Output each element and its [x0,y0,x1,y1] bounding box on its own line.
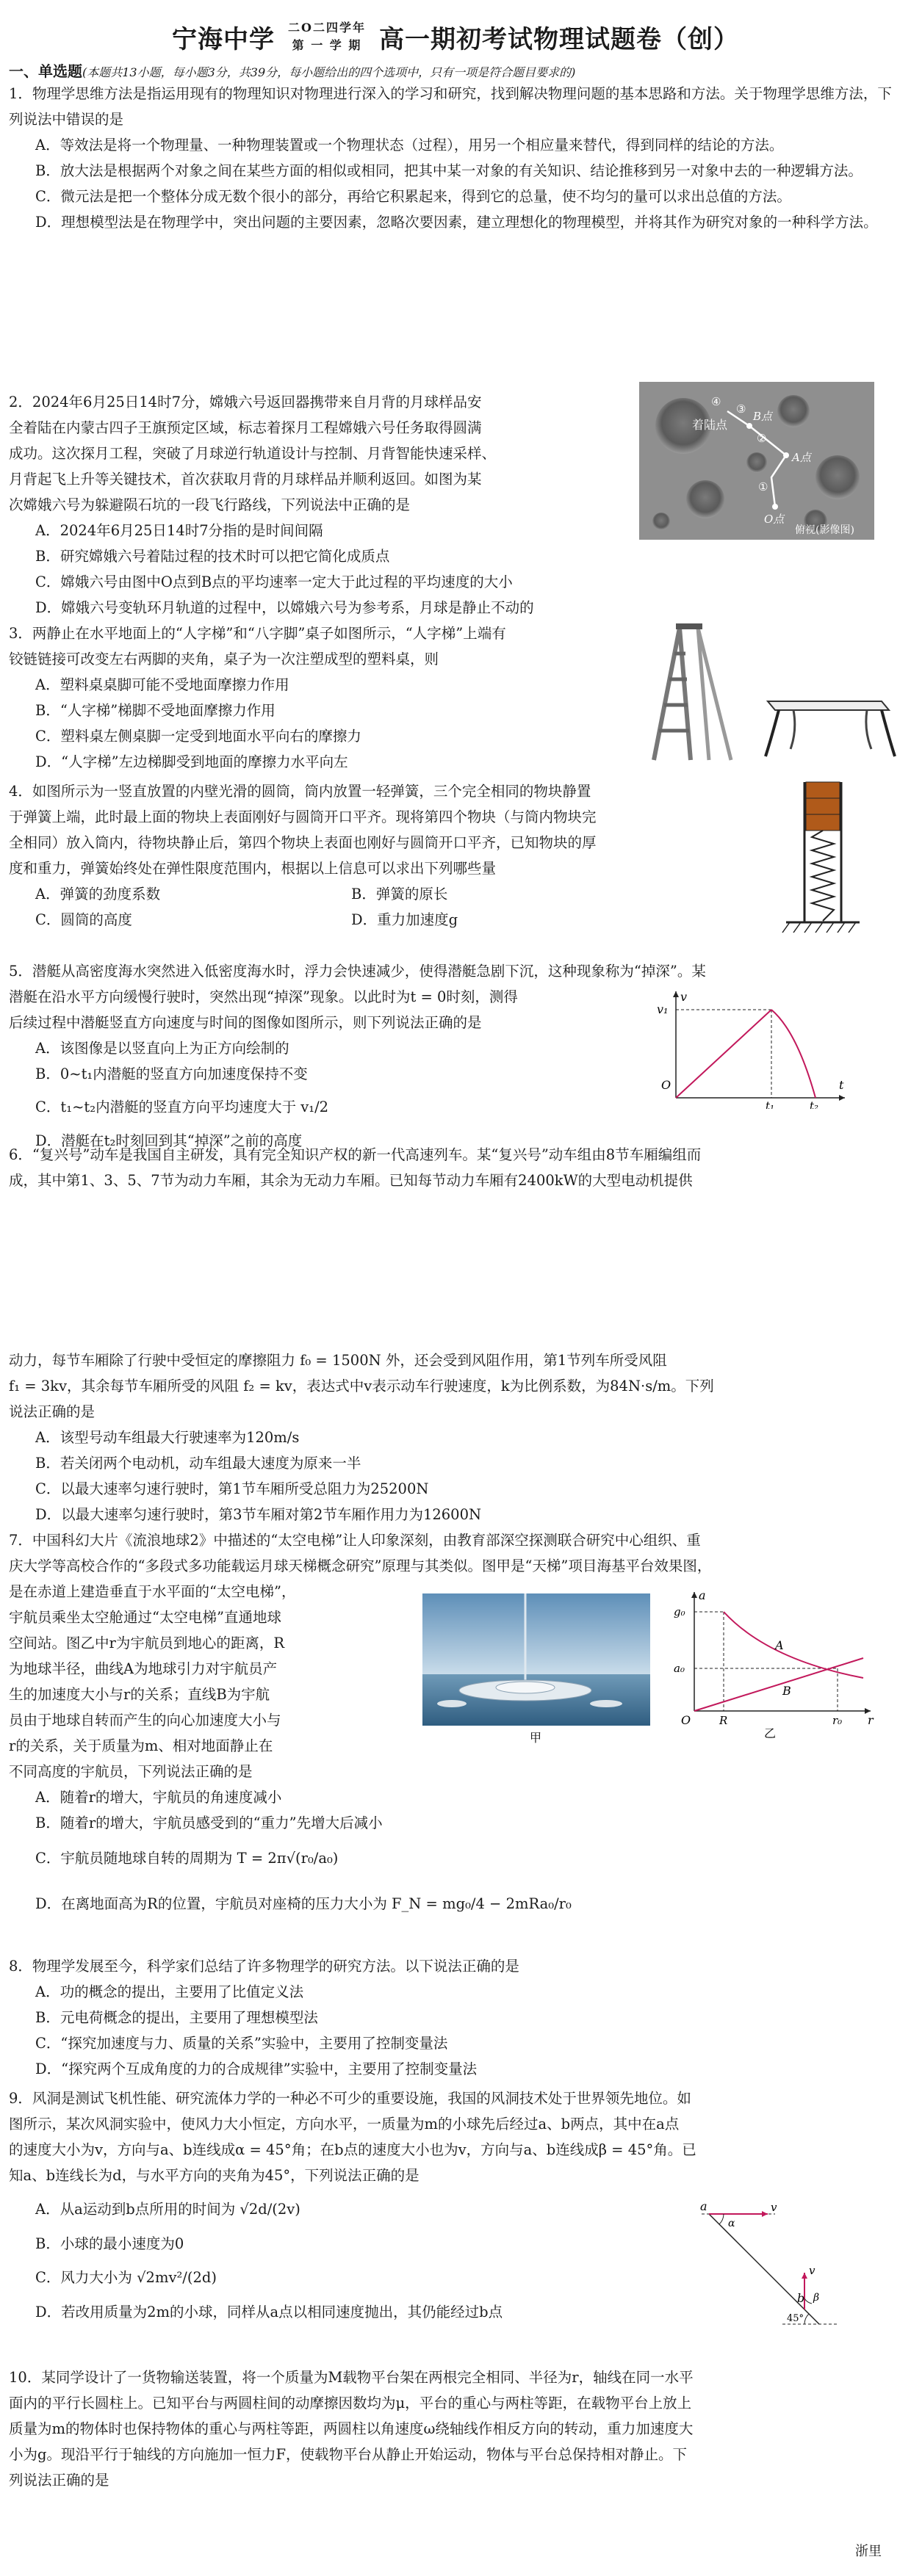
option-d: D．以最大速率匀速行驶时，第3节车厢对第2节车厢作用力为12600N [35,1506,482,1523]
question-10 [9,2365,902,2493]
question-stem-line: 为地球半径，曲线A为地球引力对宇航员产 [9,1660,278,1677]
crater [652,513,670,530]
ladder-table-figure [647,621,896,767]
space-elevator-figure [422,1593,650,1748]
t2-label: t₂ [810,1099,819,1109]
t1-label: t₁ [766,1099,775,1109]
label-a: A点 [792,451,811,464]
question-stem-line: 说法正确的是 [9,1403,96,1420]
option-c: C．微元法是把一个整体分成无数个很小的部分，再给它积累起来，得到它的总量，使不均匀的量可以求出总值的方法。 [35,188,791,205]
option-d: D．“探究两个互成角度的力的合成规律”实验中，主要用了控制变量法 [35,2061,478,2077]
question-4 [9,778,902,933]
term-info [288,19,366,54]
section-heading [9,62,902,82]
question-stem-line: 动力，每节车厢除了行驶中受恒定的摩擦阻力 f₀ = 1500N 外，还会受到风阻作用，第1节列车所受风阻 [9,1352,667,1369]
curve-a-label: A [775,1638,784,1652]
t-axis-arrow [839,1095,845,1101]
question-stem-line: 员由于地球自转而产生的向心加速度大小与 [9,1712,281,1729]
question-stem: 8．物理学发展至今，科学家们总结了许多物理学的研究方法。以下说法正确的是 [9,1958,519,1975]
question-stem-line: 月背起飞上升等关键技术，首次获取月背的月球样品并顺利返回。如图为某 [9,471,482,488]
line-b-label: B [782,1684,791,1698]
option-a: A．该图像是以竖直向上为正方向绘制的 [35,1040,289,1057]
option-a: A．随着r的增大，宇航员的角速度减小 [35,1789,282,1806]
option-d: D．重力加速度g [351,911,458,928]
alpha-arc [719,2214,724,2224]
option-a: A．2024年6月25日14时7分指的是时间间隔 [35,522,323,539]
option-a: A．等效法是将一个物理量、一种物理装置或一个物理状态（过程），用另一个相应量来替代，得到同样的结论的方法。 [35,137,784,153]
figure-yi-label: 乙 [764,1726,777,1740]
question-6 [9,1142,902,1193]
point-a-label: a [700,2199,707,2213]
question-6-continued [9,1347,902,1527]
v1-label: v₁ [657,1002,669,1016]
t-label: t [839,1078,844,1092]
question-stem-line: 6．“复兴号”动车是我国自主研发，具有完全知识产权的新一代高速列车。某“复兴号”动车组由8节车厢编组而 [9,1146,702,1163]
platform-pod [437,1700,467,1707]
platform-core [496,1682,555,1693]
question-stem-line: 全着陆在内蒙古四子王旗预定区域，标志着探月工程嫦娥六号任务取得圆满 [9,419,482,436]
option-b: B．小球的最小速度为0 [35,2235,184,2252]
question-stem-line: 于弹簧上端，此时最上面的物块上表面刚好与圆筒开口平齐。现将第四个物块（与筒内物块完 [9,808,597,825]
option-c: C．圆筒的高度 [35,911,132,928]
question-stem-line: 知a、b连线长为d，与水平方向的夹角为45°，下列说法正确的是 [9,2167,420,2184]
g0-label: g₀ [674,1605,685,1618]
question-stem-line: 庆大学等高校合作的“多段式多功能载运月球天梯概念研究”原理与其类似。图甲是“天梯”项目海基平台效果图， [9,1557,712,1574]
landing-label: 着陆点 [692,418,728,432]
beta-label: β [813,2292,820,2304]
v-axis-arrow [673,991,679,997]
option-c: C．t₁~t₂内潜艇的竖直方向平均速度大于 v₁/2 [35,1099,329,1115]
cylinder-spring-figure [771,778,874,940]
a-axis-arrow [691,1592,697,1598]
figure-jia-label: 甲 [530,1731,542,1745]
label-2: ② [757,432,767,445]
footer-mark: 浙里 [855,2544,882,2559]
block [806,782,840,798]
question-stem-line: 生的加速度大小与r的关系；直线B为宇航 [9,1686,270,1703]
question-stem-line: 9．风洞是测试飞机性能、研究流体力学的一种必不可少的重要设施，我国的风洞技术处于世界领先地位。如 [9,2090,691,2107]
crater [686,480,724,518]
plastic-table [766,701,895,756]
exam-header [0,13,911,60]
question-stem-line: 全相同）放入筒内，待物块静止后，第四个物块上表面也刚好与圆筒开口平齐，已知物块的厚 [9,834,597,851]
option-c: C．嫦娥六号由图中O点到B点的平均速率一定大于此过程的平均速度的大小 [35,574,513,590]
option-b: B．弹簧的原长 [351,886,448,902]
a-label: a [699,1588,706,1602]
option-a: A．弹簧的劲度系数 [35,886,161,902]
angle-label: 45° [787,2313,804,2324]
option-b: B．0~t₁内潜艇的竖直方向加速度保持不变 [35,1066,308,1082]
spring [812,831,834,921]
question-stem-line: 3．两静止在水平地面上的“人字梯”和“八字脚”桌子如图所示，“人字梯”上端有 [9,625,506,642]
question-stem-line: 的速度大小为v，方向与a、b连线成α = 45°角；在b点的速度大小也为v，方向与a、b连线成β = 45°角。已 [9,2141,696,2158]
a0-label: a₀ [674,1662,685,1675]
block [806,798,840,814]
beta-arc [804,2298,812,2304]
v-label: v [680,990,688,1004]
alpha-label: α [728,2218,735,2229]
velocity-time-graph [647,988,852,1109]
point-b [746,423,752,429]
label-3: ③ [736,402,746,416]
question-1 [9,81,902,235]
question-stem-line: 10．某同学设计了一货物输送装置，将一个质量为M载物平台架在两根完全相同、半径为r，轴线在同一水平 [9,2369,694,2386]
option-d: D．若改用质量为2m的小球，同样从a点以相同速度抛出，其仍能经过b点 [35,2304,503,2320]
option-a: A．该型号动车组最大行驶速率为120m/s [35,1429,300,1446]
option-a: A．从a运动到b点所用的时间为 √2d/(2v) [35,2201,300,2218]
options-row [9,907,902,933]
question-stem-line: 空间站。图乙中r为宇航员到地心的距离，R [9,1635,285,1651]
option-b: B．“人字梯”梯脚不受地面摩擦力作用 [35,702,276,719]
question-stem-line: 列说法正确的是 [9,2472,109,2489]
question-stem-line: 宇航员乘坐太空舱通过“太空电梯”直通地球 [9,1609,281,1626]
origin-label: O [681,1713,691,1727]
label-b: B点 [753,410,773,423]
question-stem-line: 7．中国科幻大片《流浪地球2》中描述的“太空电梯”让人印象深刻，由教育部深空探测联合研究中心组织、重 [9,1532,701,1549]
option-b: B．放大法是根据两个对象之间在某些方面的相似或相同，把其中某一对象的有关知识、结论推移到另一对象中去的一种逻辑方法。 [35,162,863,179]
school-year: 二O二四学年 [288,21,366,35]
question-stem-line: 成，其中第1、3、5、7节为动力车厢，其余为无动力车厢。已知每节动力车厢有2400kW的大型电动机提供 [9,1172,693,1189]
velocity-a-arrow [762,2211,768,2217]
question-8 [9,1953,902,2082]
option-d: D．在离地面高为R的位置，宇航员对座椅的压力大小为 F_N = mg₀/4 − 2mRa₀/r₀ [35,1895,572,1912]
option-c: C．以最大速率匀速行驶时，第1节车厢所受总阻力为25200N [35,1480,429,1497]
velocity-a-label: v [771,2201,777,2214]
option-c: C．“探究加速度与力、质量的关系”实验中，主要用了控制变量法 [35,2035,448,2052]
option-c: C．宇航员随地球自转的周期为 T = 2π√(r₀/a₀) [35,1850,339,1867]
question-stem-line: r的关系，关于质量为m、相对地面静止在 [9,1737,273,1754]
option-b: B．随着r的增大，宇航员感受到的“重力”先增大后减小 [35,1815,383,1831]
semester: 第 一 学 期 [292,38,362,52]
label-1: ① [758,480,768,493]
crater [815,455,860,499]
question-stem-line: 铰链链接可改变左右两脚的夹角，桌子为一次注塑成型的塑料桌，则 [9,651,439,667]
question-stem-line: 成功。这次探月工程，突破了月球逆行轨道设计与控制、月背智能快速采样、 [9,445,497,462]
crater [777,395,810,427]
velocity-curve [771,1010,815,1098]
ground-hatch [782,922,856,933]
school-name: 宁海中学 [172,24,276,54]
image-credit: 俯视(影像图) [795,524,854,536]
section-title: 一、单选题 [9,62,82,80]
block [806,814,840,831]
option-c: C．风力大小为 √2mv²/(2d) [35,2269,217,2286]
question-stem-line: 4．如图所示为一竖直放置的内壁光滑的圆筒，筒内放置一轻弹簧，三个完全相同的物块静置 [9,783,591,800]
question-stem-line: 次嫦娥六号为躲避陨石坑的一段飞行路线，下列说法中正确的是 [9,496,411,513]
question-stem: 1．物理学思维方法是指运用现有的物理知识对物理进行深入的学习和研究，找到解决物理问题的基本思路和方法。关于物理学思维方法，下列说法中错误的是 [9,85,892,128]
point-b-label: b [797,2291,805,2305]
option-d: D．嫦娥六号变轨环月轨道的过程中，以嫦娥六号为参考系，月球是静止不动的 [35,599,534,616]
question-stem-line: 图所示，某次风洞实验中，使风力大小恒定，方向水平，一质量为m的小球先后经过a、b两点，其中在a点 [9,2116,680,2132]
label-4: ④ [711,395,721,408]
option-a: A．塑料桌桌脚可能不受地面摩擦力作用 [35,676,289,693]
R-label: R [719,1714,728,1727]
r-label: r [868,1713,874,1727]
question-stem-line: 小为g。现沿平行于轴线的方向施加一恒力F，使载物平台从静止开始运动，物体与平台总保持相对静止。下 [9,2446,688,2463]
option-b: B．元电荷概念的提出，主要用了理想模型法 [35,2009,318,2026]
point-o [772,504,778,510]
r0-label: r₀ [832,1714,843,1727]
ladder [654,623,731,760]
question-stem-line: 2．2024年6月25日14时7分，嫦娥六号返回器携带来自月背的月球样品安 [9,394,482,410]
point-a [783,452,789,458]
acceleration-graph [665,1586,878,1740]
ab-line [709,2214,819,2324]
question-stem-line: 是在赤道上建造垂直于水平面的“太空电梯”， [9,1583,296,1600]
sky [422,1593,650,1674]
section-note: (本题共13小题，每小题3分，共39分，每小题给出的四个选项中，只有一项是符合题目要求的) [82,65,576,79]
option-d: D．潜艇在t₂时刻回到其“掉深”之前的高度 [35,1132,303,1149]
question-stem-line: 不同高度的宇航员，下列说法正确的是 [9,1763,253,1780]
velocity-line [676,1010,771,1098]
question-stem-line: 潜艇在沿水平方向缓慢行驶时，突然出现“掉深”现象。以此时为t = 0时刻，测得 [9,988,518,1005]
exam-title: 高一期初考试物理试题卷（创） [378,24,739,54]
question-stem-line: 面内的平行长圆柱上。已知平台与两圆柱间的动摩擦因数均为μ，平台的重心与两柱等距，在载物平台上放上 [9,2395,692,2412]
option-d: D．理想模型法是在物理学中，突出问题的主要因素，忽略次要因素，建立理想化的物理模型，并将其作为研究对象的一种科学方法。 [35,214,878,231]
bottom-arc [804,2314,809,2324]
velocity-b-label: v [809,2264,815,2277]
option-b: B．若关闭两个电动机，动车组最大速度为原来一半 [35,1455,361,1472]
question-stem-line: 度和重力，弹簧始终处在弹性限度范围内，根据以上信息可以求出下列哪些量 [9,860,497,877]
question-stem-line: 质量为m的物体时也保持物体的重心与两柱等距，两圆柱以角速度ω绕轴线作相反方向的转动，重力加速度大 [9,2420,694,2437]
question-stem-line: 5．潜艇从高密度海水突然进入低密度海水时，浮力会快速减少，使得潜艇急剧下沉，这种现象称为“掉深”。某 [9,963,706,980]
moon-surface-figure [639,382,874,540]
velocity-b-arrow [802,2273,807,2279]
option-d: D．“人字梯”左边梯脚受到地面的摩擦力水平向左 [35,753,348,770]
option-b: B．研究嫦娥六号着陆过程的技术时可以把它简化成质点 [35,548,390,565]
option-c: C．塑料桌左侧桌脚一定受到地面水平向右的摩擦力 [35,728,361,745]
wind-tunnel-figure [694,2192,841,2339]
question-stem-line: f₁ = 3kv，其余每节车厢所受的风阻 f₂ = kv，表达式中v表示动车行驶速度，k为比例系数，为84N·s/m。下列 [9,1378,714,1394]
options-row [9,881,902,907]
label-o: O点 [764,513,785,526]
question-stem-line: 后续过程中潜艇竖直方向速度与时间的图像如图所示，则下列说法正确的是 [9,1014,482,1031]
option-a: A．功的概念的提出，主要用了比值定义法 [35,1983,304,2000]
platform-pod [590,1700,622,1707]
origin-label: O [661,1078,671,1092]
crater [746,452,767,473]
